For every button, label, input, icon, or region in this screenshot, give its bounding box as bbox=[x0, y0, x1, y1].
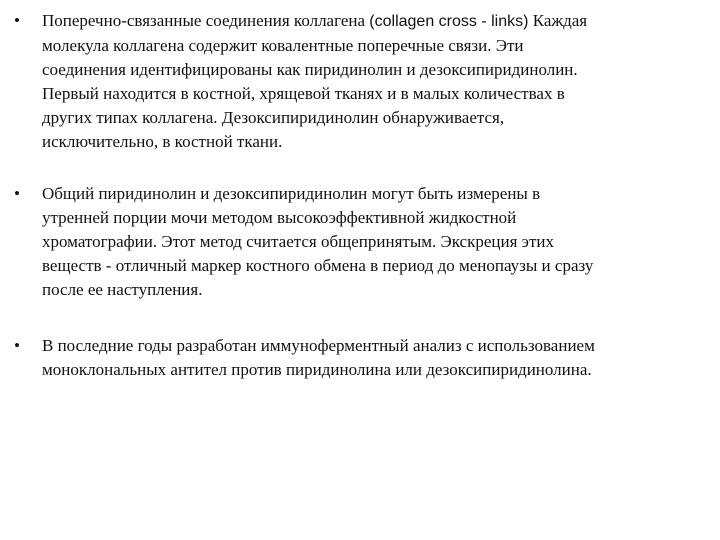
bullet-text-1 bbox=[42, 9, 587, 154]
bullet-item-3 bbox=[14, 334, 595, 382]
bullet-text-1-start: Поперечно-связанные соединения коллагена bbox=[42, 11, 370, 30]
bullet-text-1-english-term: (collagen cross - links) bbox=[369, 13, 529, 30]
bullet-text-3: В последние годы разработан иммуноферментный анализ с использованием моноклональных антител против пиридинолина или дезоксипиридинолина. bbox=[42, 336, 595, 379]
bullet-text-2: Общий пиридинолин и дезоксипиридинолин могут быть измерены в утренней порции мочи методом высокоэффективной жидкостной хроматографии. Этот метод считается общепринятым. Экскреция этих веществ - отличный маркер костного обмена в период до менопаузы и сразу после ее наступления. bbox=[42, 184, 594, 299]
bullet-text-1-rest: Каждая молекула коллагена содержит ковалентные поперечные связи. Эти соединения идентифицированы как пиридинолин и дезоксипиридинолин. Первый находится в костной, хрящевой тканях и в малых количествах в других типах коллагена. Дезоксипиридинолин обнаруживается, исключительно, в костной ткани. bbox=[42, 11, 588, 151]
bullet-icon: • bbox=[14, 336, 20, 355]
bullet-item-1 bbox=[14, 9, 587, 154]
bullet-icon: • bbox=[14, 184, 20, 203]
bullet-item-2 bbox=[14, 182, 593, 302]
bullet-icon: • bbox=[14, 11, 20, 30]
